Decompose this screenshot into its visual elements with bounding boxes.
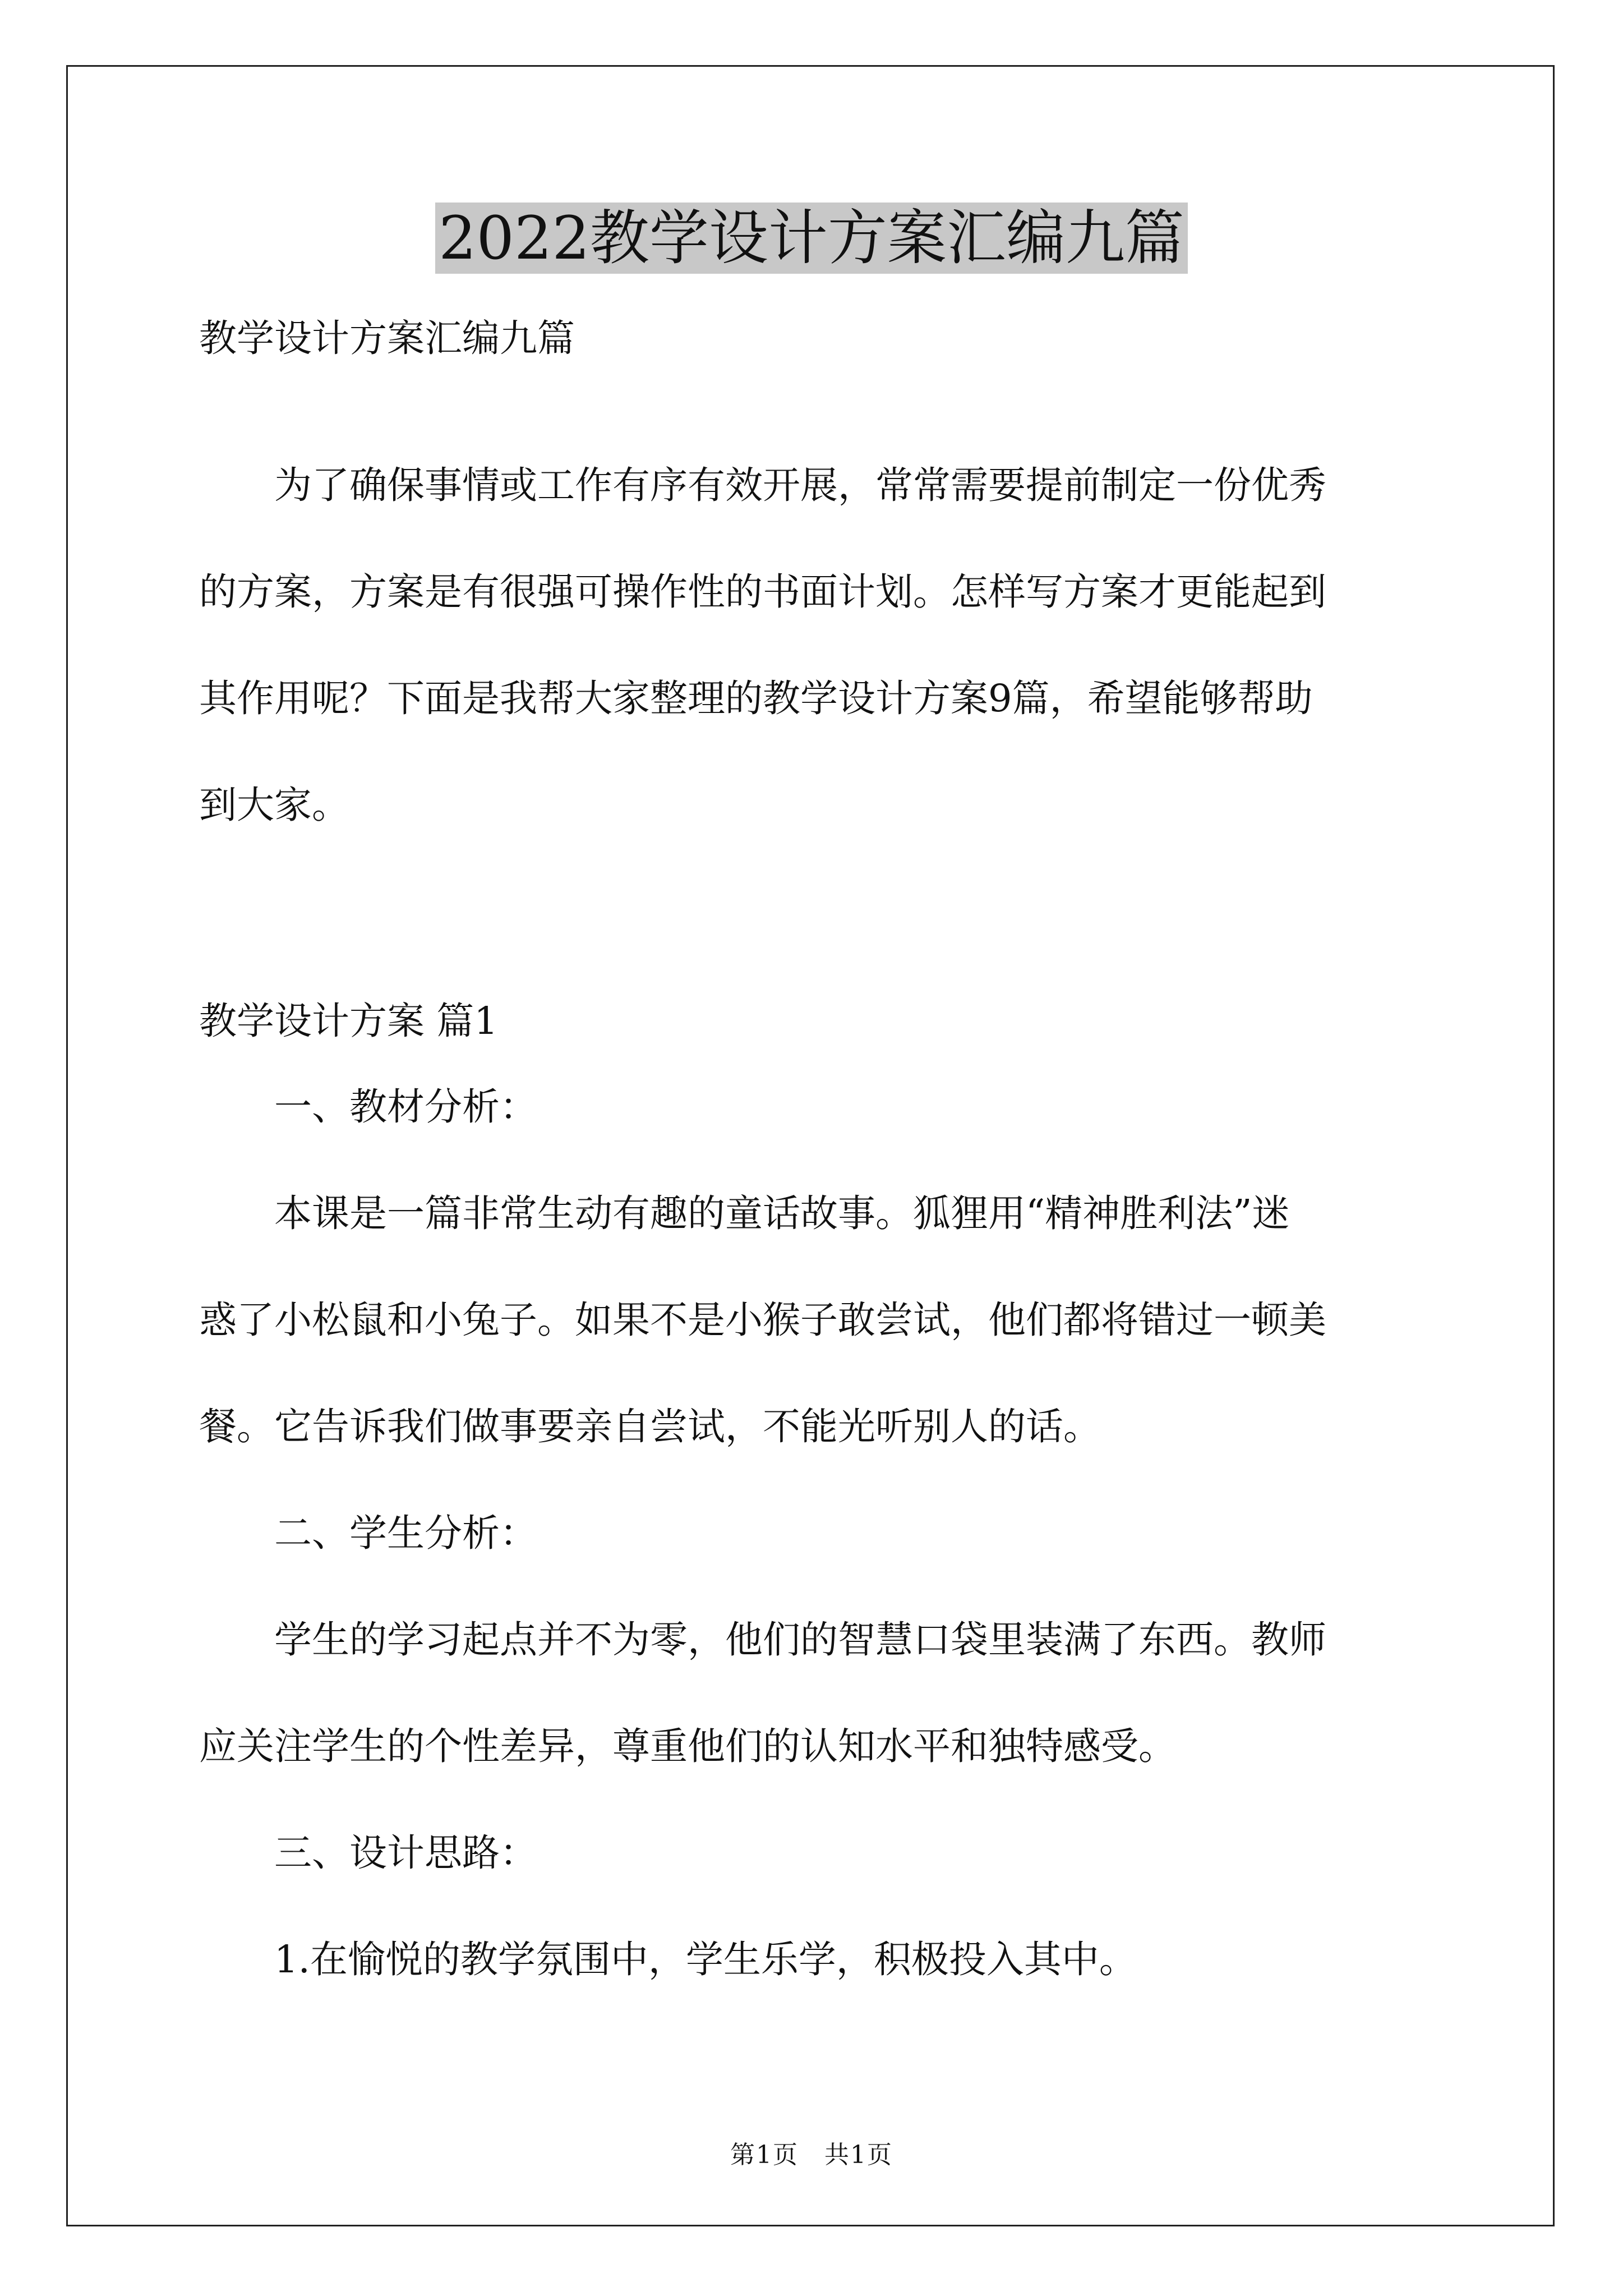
intro-line: 的方案，方案是有很强可操作性的书面计划。怎样写方案才更能起到 <box>199 570 1326 614</box>
intro-paragraph <box>199 460 1427 886</box>
document-title-text: 2022教学设计方案汇编九篇 <box>435 203 1188 274</box>
document-subtitle: 教学设计方案汇编九篇 <box>199 316 575 360</box>
subtitle-block <box>199 313 1427 420</box>
body-line: 本课是一篇非常生动有趣的童话故事。狐狸用“精神胜利法”迷 <box>199 1191 1290 1235</box>
section-body <box>199 1082 1427 2041</box>
intro-line: 为了确保事情或工作有序有效开展，常常需要提前制定一份优秀 <box>199 463 1326 507</box>
intro-line: 到大家。 <box>199 783 349 827</box>
body-line: 三、设计思路： <box>199 1831 537 1875</box>
section-heading: 教学设计方案 篇1 <box>199 999 498 1043</box>
body-line: 惑了小松鼠和小兔子。如果不是小猴子敢尝试，他们都将错过一顿美 <box>199 1298 1326 1342</box>
body-line: 一、教材分析： <box>199 1085 537 1129</box>
page-number: 第1页 共1页 <box>730 2141 893 2169</box>
document-title <box>0 202 1623 275</box>
body-line: 应关注学生的个性差异，尊重他们的认知水平和独特感受。 <box>199 1724 1176 1768</box>
body-line: 1.在愉悦的教学氛围中，学生乐学，积极投入其中。 <box>199 1938 1137 1981</box>
intro-line: 其作用呢？下面是我帮大家整理的教学设计方案9篇，希望能够帮助 <box>199 677 1313 720</box>
body-line: 学生的学习起点并不为零，他们的智慧口袋里装满了东西。教师 <box>199 1618 1326 1662</box>
page-footer <box>0 2134 1623 2170</box>
body-line: 餐。它告诉我们做事要亲自尝试，不能光听别人的话。 <box>199 1405 1101 1448</box>
body-line: 二、学生分析： <box>199 1511 537 1555</box>
